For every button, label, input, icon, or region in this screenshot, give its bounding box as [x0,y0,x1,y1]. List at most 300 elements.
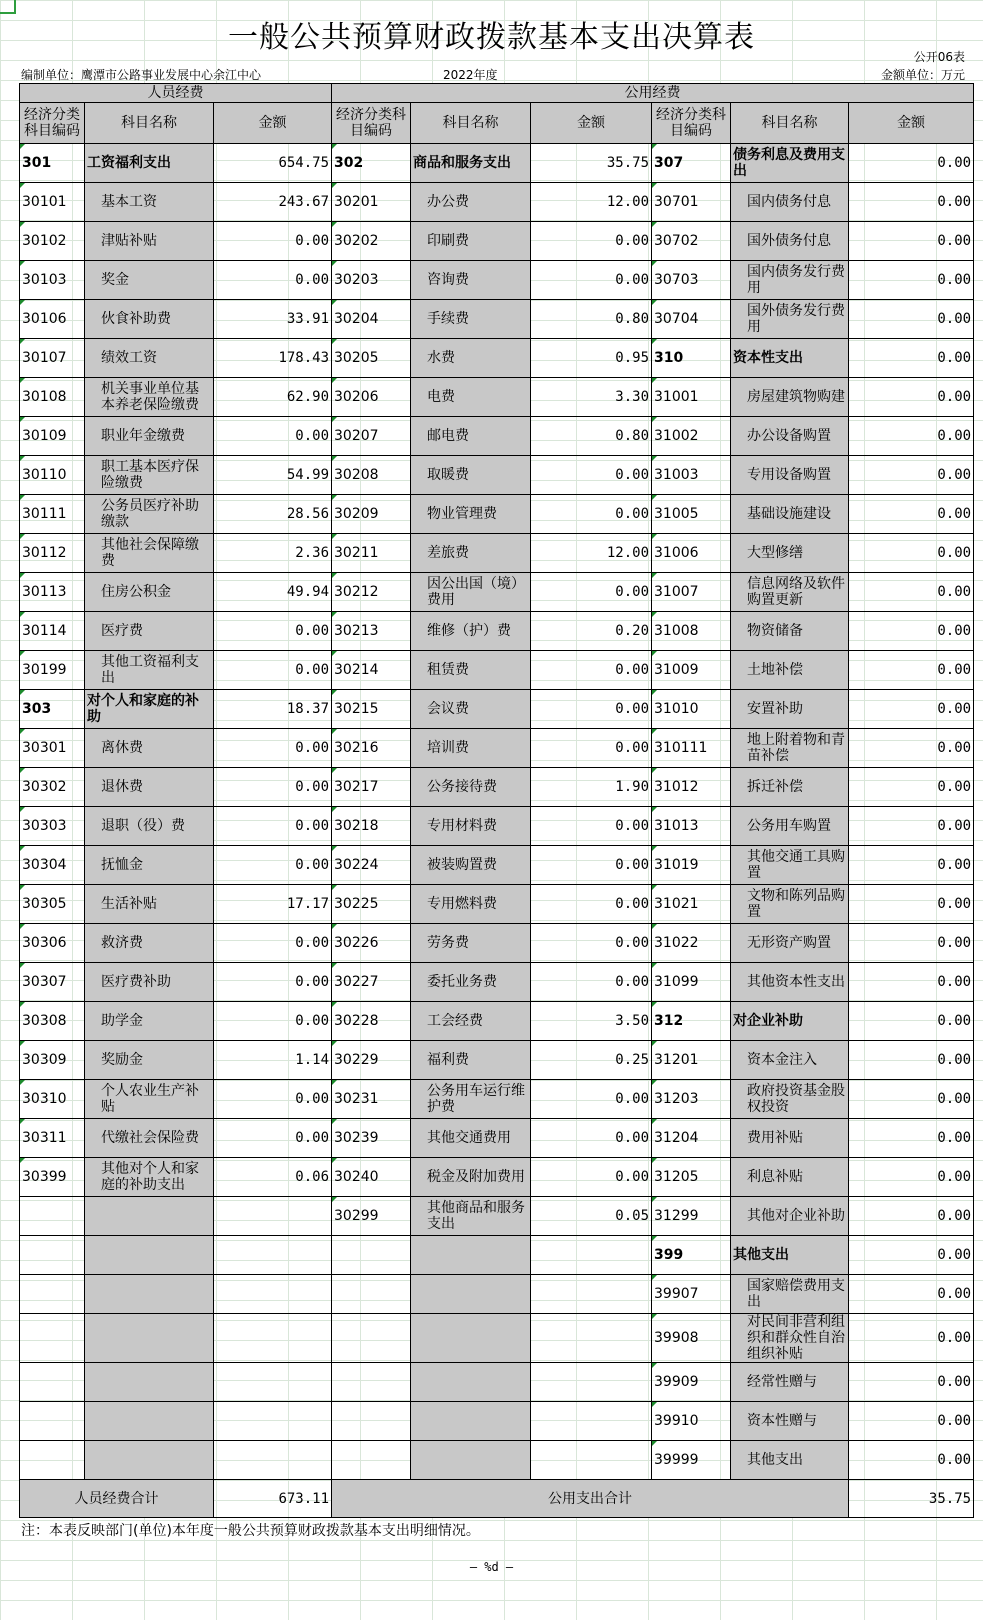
cell-name: 拆迁补偿 [731,768,849,807]
cell-amount [531,1236,652,1275]
cell-name [85,1402,214,1441]
cell-code: 30110 [20,456,85,495]
col-header-code: 经济分类科目编码 [332,103,411,144]
cell-amount [214,1275,332,1314]
cell-code: 31022 [652,924,731,963]
cell-name: 水费 [411,339,531,378]
col-header-amount: 金额 [214,103,332,144]
cell-code: 303 [20,690,85,729]
cell-name: 委托业务费 [411,963,531,1002]
cell-code: 31003 [652,456,731,495]
cell-name: 国外债务付息 [731,222,849,261]
cell-code [20,1363,85,1402]
cell-code: 30209 [332,495,411,534]
cell-code: 30199 [20,651,85,690]
table-row [20,690,974,729]
cell-code: 302 [332,144,411,183]
cell-code: 39907 [652,1275,731,1314]
cell-code: 30303 [20,807,85,846]
cell-name [411,1402,531,1441]
cell-name [85,1197,214,1236]
table-row [20,144,974,183]
cell-code: 30111 [20,495,85,534]
cell-amount: 12.00 [531,534,652,573]
cell-code: 30213 [332,612,411,651]
cell-code [332,1363,411,1402]
cell-code: 39908 [652,1314,731,1363]
cell-name: 地上附着物和青苗补偿 [731,729,849,768]
cell-amount: 0.00 [849,378,974,417]
currency-unit: 金额单位：万元 [880,68,965,82]
cell-amount: 0.00 [849,1197,974,1236]
cell-name: 专用材料费 [411,807,531,846]
cell-code: 30310 [20,1080,85,1119]
cell-name: 津贴补贴 [85,222,214,261]
cell-name: 政府投资基金股权投资 [731,1080,849,1119]
cell-name: 公务用车购置 [731,807,849,846]
cell-code: 30228 [332,1002,411,1041]
cell-name: 伙食补助费 [85,300,214,339]
group-header-personnel: 人员经费 [20,84,332,103]
cell-code: 31099 [652,963,731,1002]
cell-name [411,1363,531,1402]
table-row [20,573,974,612]
cell-name: 利息补贴 [731,1158,849,1197]
cell-code: 30216 [332,729,411,768]
cell-amount [214,1441,332,1480]
cell-name [411,1236,531,1275]
table-row [20,1041,974,1080]
cell-amount: 1.90 [531,768,652,807]
cell-name: 咨询费 [411,261,531,300]
cell-amount: 0.00 [849,417,974,456]
cell-amount: 0.00 [531,924,652,963]
cell-amount: 3.50 [531,1002,652,1041]
cell-name: 办公设备购置 [731,417,849,456]
cell-amount: 0.00 [531,651,652,690]
cell-amount: 0.00 [849,1275,974,1314]
cell-amount [214,1314,332,1363]
cell-code: 30218 [332,807,411,846]
cell-code: 312 [652,1002,731,1041]
cell-amount: 0.00 [849,1402,974,1441]
cell-code: 30108 [20,378,85,417]
table-row [20,1402,974,1441]
col-header-code: 经济分类科目编码 [20,103,85,144]
cell-name: 资本性支出 [731,339,849,378]
cell-amount: 0.05 [531,1197,652,1236]
table-row [20,885,974,924]
cell-code: 30107 [20,339,85,378]
cell-code: 30229 [332,1041,411,1080]
cell-name: 债务利息及费用支出 [731,144,849,183]
cell-code [20,1402,85,1441]
cell-name: 办公费 [411,183,531,222]
table-row [20,612,974,651]
cell-name: 离休费 [85,729,214,768]
cell-name [85,1314,214,1363]
cell-name: 租赁费 [411,651,531,690]
cell-code [332,1236,411,1275]
cell-amount: 0.00 [849,183,974,222]
cell-amount [531,1275,652,1314]
cell-name: 公务接待费 [411,768,531,807]
cell-code: 30224 [332,846,411,885]
cell-code: 30226 [332,924,411,963]
cell-amount: 62.90 [214,378,332,417]
table-row [20,924,974,963]
table-row [20,1002,974,1041]
cell-name [411,1441,531,1480]
cell-name: 国内债务发行费用 [731,261,849,300]
cell-name: 工会经费 [411,1002,531,1041]
cell-code: 310111 [652,729,731,768]
cell-amount: 0.00 [849,807,974,846]
cell-name: 国外债务发行费用 [731,300,849,339]
table-row [20,417,974,456]
cell-code: 31204 [652,1119,731,1158]
cell-code [332,1275,411,1314]
cell-name: 国内债务付息 [731,183,849,222]
cell-code: 30205 [332,339,411,378]
cell-name: 机关事业单位基本养老保险缴费 [85,378,214,417]
cell-amount: 0.00 [214,612,332,651]
cell-amount: 0.00 [214,729,332,768]
table-row [20,339,974,378]
cell-name: 因公出国（境）费用 [411,573,531,612]
cell-code: 30308 [20,1002,85,1041]
cell-name: 取暖费 [411,456,531,495]
table-note: 注：本表反映部门(单位)本年度一般公共预算财政拨款基本支出明细情况。 [21,1523,480,1539]
cell-amount: 54.99 [214,456,332,495]
table-row [20,1441,974,1480]
table-row [20,1080,974,1119]
cell-code: 31019 [652,846,731,885]
cell-amount: 0.00 [849,1041,974,1080]
cell-name: 无形资产购置 [731,924,849,963]
cell-name: 会议费 [411,690,531,729]
cell-amount: 0.00 [531,1158,652,1197]
table-row [20,1236,974,1275]
cell-amount: 0.00 [214,261,332,300]
cell-code: 30112 [20,534,85,573]
cell-name: 对民间非营利组织和群众性自治组织补贴 [731,1314,849,1363]
cell-name [85,1236,214,1275]
cell-code: 30106 [20,300,85,339]
cell-amount: 3.30 [531,378,652,417]
cell-code: 31205 [652,1158,731,1197]
cell-code: 30701 [652,183,731,222]
cell-amount: 0.00 [214,924,332,963]
cell-code: 30304 [20,846,85,885]
group-header-public: 公用经费 [332,84,974,103]
cell-code: 30215 [332,690,411,729]
cell-name: 医疗费 [85,612,214,651]
table-row [20,222,974,261]
cell-code: 31005 [652,495,731,534]
cell-amount: 0.00 [531,495,652,534]
cell-name [85,1363,214,1402]
cell-name: 对企业补助 [731,1002,849,1041]
cell-code: 30225 [332,885,411,924]
cell-code: 30202 [332,222,411,261]
page-footer: — %d — [469,1560,514,1574]
page-title: 一般公共预算财政拨款基本支出决算表 [228,20,755,55]
col-header-code: 经济分类科目编码 [652,103,731,144]
cell-code: 30206 [332,378,411,417]
cell-amount: 0.00 [531,729,652,768]
cell-code [332,1402,411,1441]
cell-amount: 0.00 [531,1119,652,1158]
table-row [20,1119,974,1158]
cell-name: 其他交通费用 [411,1119,531,1158]
cell-name: 专用燃料费 [411,885,531,924]
personnel-total-value: 673.11 [214,1480,332,1518]
cell-name: 退休费 [85,768,214,807]
cell-amount: 0.00 [214,1002,332,1041]
cell-amount: 2.36 [214,534,332,573]
cell-amount: 0.80 [531,300,652,339]
cell-name: 其他工资福利支出 [85,651,214,690]
cell-code [20,1441,85,1480]
cell-amount: 0.00 [214,1080,332,1119]
cell-amount: 17.17 [214,885,332,924]
table-row [20,963,974,1002]
table-row [20,1197,974,1236]
cell-name: 国家赔偿费用支出 [731,1275,849,1314]
cell-code: 30306 [20,924,85,963]
cell-amount: 243.67 [214,183,332,222]
cell-amount: 0.00 [849,963,974,1002]
cell-name: 土地补偿 [731,651,849,690]
cell-code: 31012 [652,768,731,807]
cell-amount: 0.20 [531,612,652,651]
cell-code: 399 [652,1236,731,1275]
cell-amount: 0.00 [531,222,652,261]
cell-amount: 0.00 [849,144,974,183]
cell-code [20,1236,85,1275]
cell-code: 30309 [20,1041,85,1080]
cell-code: 31010 [652,690,731,729]
cell-amount: 0.00 [849,261,974,300]
cell-amount: 0.00 [531,963,652,1002]
table-row [20,300,974,339]
cell-code: 31009 [652,651,731,690]
cell-name: 抚恤金 [85,846,214,885]
cell-amount: 0.00 [849,924,974,963]
public-total-value: 35.75 [849,1480,974,1518]
cell-amount: 0.06 [214,1158,332,1197]
cell-code: 31203 [652,1080,731,1119]
cell-amount: 654.75 [214,144,332,183]
public-total-label: 公用支出合计 [332,1480,849,1518]
cell-code: 31299 [652,1197,731,1236]
cell-amount: 49.94 [214,573,332,612]
cell-code: 30299 [332,1197,411,1236]
cell-code [20,1197,85,1236]
cell-name: 其他对企业补助 [731,1197,849,1236]
cell-amount [531,1363,652,1402]
cell-amount: 0.00 [849,1314,974,1363]
cell-code: 30239 [332,1119,411,1158]
cell-amount: 0.00 [531,885,652,924]
table-row [20,456,974,495]
cell-name: 代缴社会保险费 [85,1119,214,1158]
cell-code: 30704 [652,300,731,339]
col-header-amount: 金额 [849,103,974,144]
table-row [20,846,974,885]
cell-name: 被装购置费 [411,846,531,885]
table-row [20,768,974,807]
expenditure-table [19,83,974,1518]
cell-amount: 178.43 [214,339,332,378]
cell-name: 劳务费 [411,924,531,963]
cell-name: 其他支出 [731,1441,849,1480]
cell-amount [531,1441,652,1480]
table-row [20,495,974,534]
cell-name: 邮电费 [411,417,531,456]
cell-code: 39910 [652,1402,731,1441]
cell-amount: 0.00 [849,495,974,534]
cell-amount: 0.00 [531,573,652,612]
cell-code: 30201 [332,183,411,222]
cell-code: 31008 [652,612,731,651]
cell-code: 30311 [20,1119,85,1158]
cell-name: 工资福利支出 [85,144,214,183]
cell-amount: 0.00 [849,573,974,612]
cell-name: 电费 [411,378,531,417]
cell-name: 资本性赠与 [731,1402,849,1441]
cell-code: 31006 [652,534,731,573]
col-header-name: 科目名称 [411,103,531,144]
cell-code: 30114 [20,612,85,651]
cell-code: 30103 [20,261,85,300]
cell-amount: 18.37 [214,690,332,729]
cell-amount: 0.00 [849,1236,974,1275]
cell-name: 医疗费补助 [85,963,214,1002]
table-number: 公开06表 [913,50,965,64]
fiscal-year: 2022年度 [443,68,498,82]
cell-amount: 0.00 [214,846,332,885]
table-row [20,1314,974,1363]
cell-name: 其他社会保障缴费 [85,534,214,573]
cell-name: 经常性赠与 [731,1363,849,1402]
cell-code: 31013 [652,807,731,846]
cell-amount: 0.00 [849,300,974,339]
cell-name: 福利费 [411,1041,531,1080]
cell-code [332,1314,411,1363]
table-row [20,183,974,222]
cell-amount: 1.14 [214,1041,332,1080]
cell-code: 30302 [20,768,85,807]
cell-code: 30231 [332,1080,411,1119]
cell-code: 30113 [20,573,85,612]
cell-amount: 0.00 [531,846,652,885]
cell-name: 差旅费 [411,534,531,573]
cell-name: 职工基本医疗保险缴费 [85,456,214,495]
cell-code: 301 [20,144,85,183]
cell-name: 专用设备购置 [731,456,849,495]
cell-code: 30212 [332,573,411,612]
table-row [20,651,974,690]
cell-amount: 0.00 [849,339,974,378]
cell-amount [531,1314,652,1363]
cell-code: 30207 [332,417,411,456]
cell-amount: 0.00 [849,1119,974,1158]
cell-amount: 0.00 [849,1363,974,1402]
personnel-total-label: 人员经费合计 [20,1480,214,1518]
cell-amount: 0.00 [849,651,974,690]
cell-amount: 0.25 [531,1041,652,1080]
cell-amount: 0.80 [531,417,652,456]
cell-amount: 0.00 [849,768,974,807]
cell-name: 救济费 [85,924,214,963]
cell-amount: 0.00 [849,1441,974,1480]
cell-code: 30703 [652,261,731,300]
cell-name: 资本金注入 [731,1041,849,1080]
cell-code: 30102 [20,222,85,261]
cell-amount: 0.00 [214,963,332,1002]
cell-code: 30109 [20,417,85,456]
table-row [20,378,974,417]
col-header-amount: 金额 [531,103,652,144]
cell-code: 39909 [652,1363,731,1402]
cell-amount [214,1363,332,1402]
cell-amount: 0.00 [214,222,332,261]
cell-name: 绩效工资 [85,339,214,378]
cell-code [20,1314,85,1363]
cell-amount [214,1402,332,1441]
cell-code: 31007 [652,573,731,612]
cell-code: 30307 [20,963,85,1002]
cell-code: 39999 [652,1441,731,1480]
table-row [20,729,974,768]
cell-name: 奖励金 [85,1041,214,1080]
compiling-unit: 编制单位：鹰潭市公路事业发展中心余江中心 [21,68,262,82]
table-row [20,1275,974,1314]
cell-amount: 0.00 [849,1002,974,1041]
cell-code: 31002 [652,417,731,456]
cell-name: 物资储备 [731,612,849,651]
cell-amount: 28.56 [214,495,332,534]
cell-code: 30208 [332,456,411,495]
table-row [20,807,974,846]
cell-amount: 0.00 [214,768,332,807]
cell-name: 印刷费 [411,222,531,261]
cell-name: 商品和服务支出 [411,144,531,183]
cell-name: 安置补助 [731,690,849,729]
cell-name [411,1275,531,1314]
cell-name: 大型修缮 [731,534,849,573]
cell-amount: 0.00 [214,651,332,690]
cell-name: 税金及附加费用 [411,1158,531,1197]
cell-name: 公务用车运行维护费 [411,1080,531,1119]
cell-code: 30702 [652,222,731,261]
cell-amount: 33.91 [214,300,332,339]
cell-amount [214,1236,332,1275]
cell-code: 30301 [20,729,85,768]
cell-amount: 0.00 [214,417,332,456]
cell-name: 对个人和家庭的补助 [85,690,214,729]
col-header-name: 科目名称 [85,103,214,144]
cell-amount: 0.00 [849,690,974,729]
cell-code: 310 [652,339,731,378]
cell-name: 基础设施建设 [731,495,849,534]
cell-amount: 12.00 [531,183,652,222]
cell-name: 生活补贴 [85,885,214,924]
table-row [20,534,974,573]
cell-name: 文物和陈列品购置 [731,885,849,924]
